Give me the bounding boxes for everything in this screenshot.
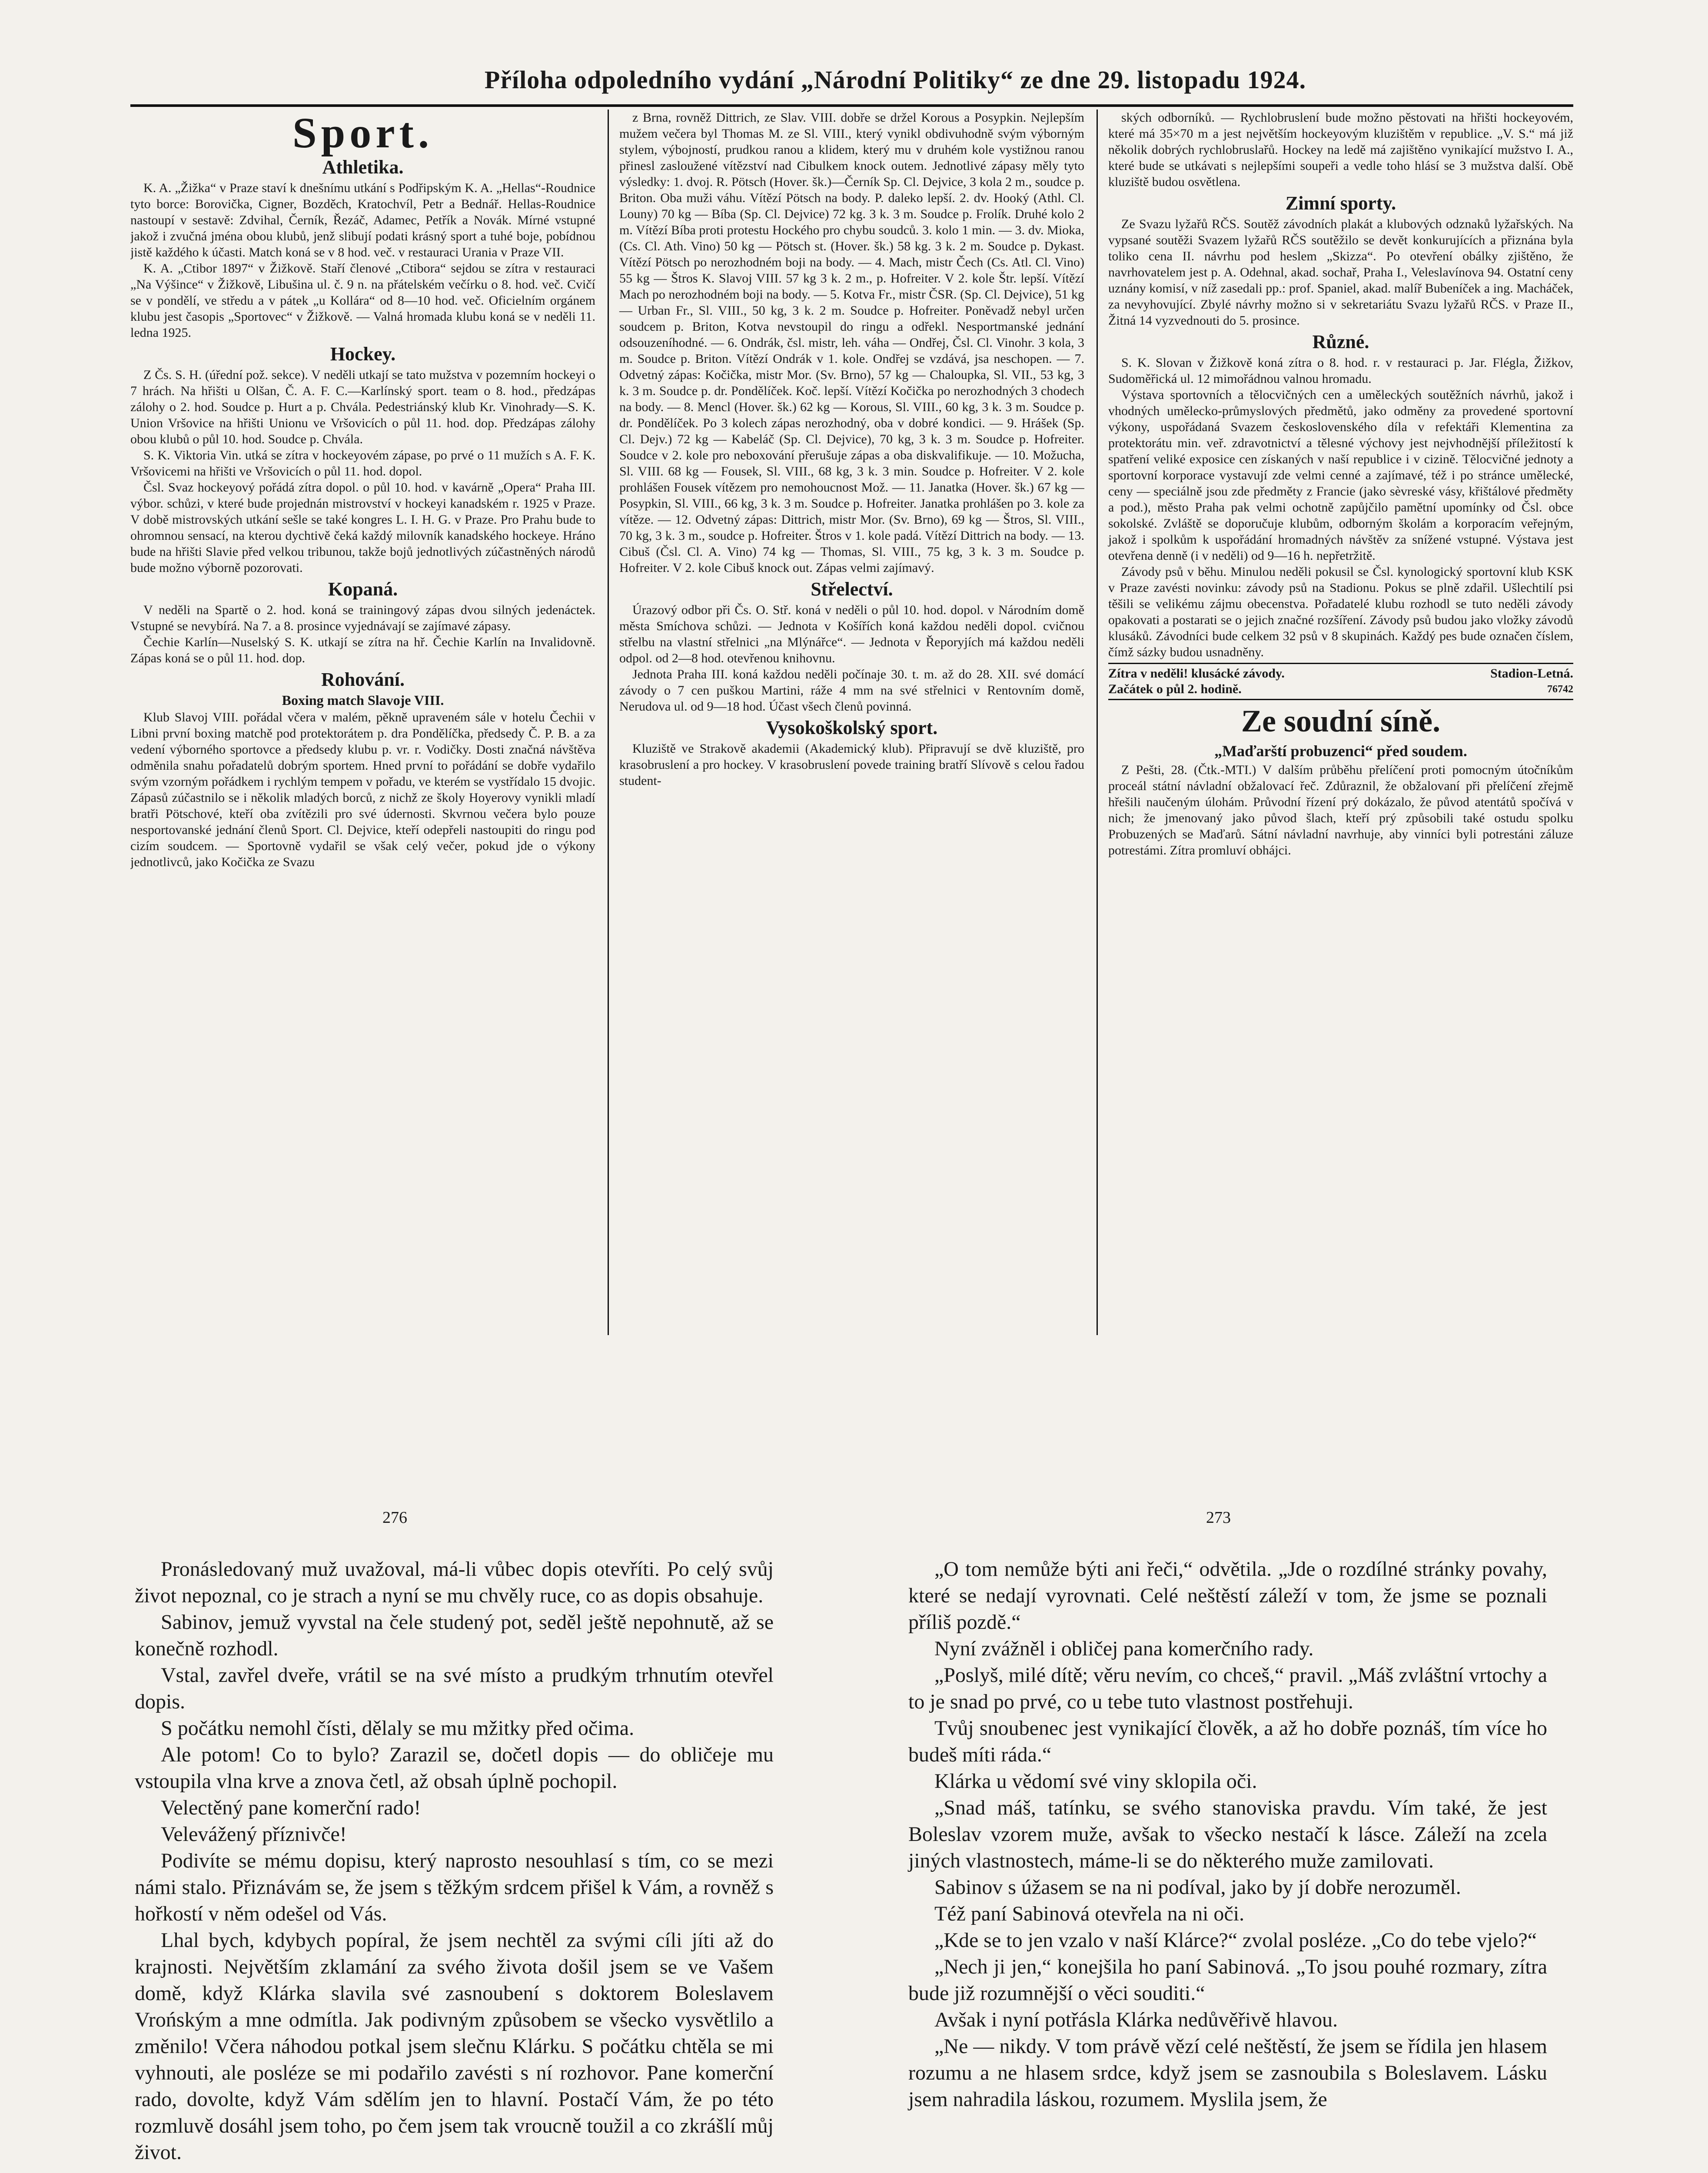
story-paragraph: „Poslyš, milé dítě; věru nevím, co chceš,“ pravil. „Máš zvláštní vrtochy a to je snad po prvé, co u tebe tuto vlastnost postřehuji. xyxy=(908,1664,1547,1713)
newspaper-section xyxy=(130,110,1573,1335)
ad-text: Zítra v neděli! klusácké závody. xyxy=(1108,666,1285,681)
story-paragraph: S počátku nemohl čísti, dělaly se mu mžitky před očima. xyxy=(161,1717,635,1740)
article-paragraph: Čsl. Svaz hockeyový pořádá zítra dopol. o půl 10. hod. v kavárně „Opera“ Praha III. výbor. schůzi, v které bude projednán mistrovství v hockeyi kanadském r. 1925 v Praze. V době mistrovských utkání sešle se také kongres L. I. H. G. v Praze. Pro Prahu bude to ohromnou sensací, na kterou dychtivě čeká každý milovník kanadského hockeye. Hráno bude na hřišti Slavie před velkou tribunou, takže bojů jednotlivých zúčastněných národů bude možno výborně pozorovati. xyxy=(130,480,595,575)
article-paragraph: S. K. Slovan v Žižkově koná zítra o 8. hod. r. v restauraci p. Jar. Flégla, Žižkov, Sudoměřická ul. 12 mimořádnou valnou hromadu. xyxy=(1108,356,1573,386)
article-paragraph: S. K. Viktoria Vin. utká se zítra v hockeyovém zápase, po prvé o 11 mužích s A. F. K. Vršovicemi na hřišti ve Vršovicích o půl 11. hod. dopol. xyxy=(130,448,595,478)
page-number-left: 276 xyxy=(382,1508,407,1527)
article-paragraph: z Brna, rovněž Dittrich, ze Slav. VIII. dobře se držel Korous a Posypkin. Nejlepším mužem večera byl Thomas M. ze Sl. VIII., který vynikl obdivuhodně svým výborným stylem, výbojností, prudkou ranou a klidem, který mu v druhém kole vystižnou ranou přinesl zasloužené vítězství nad Cibulkem knock outem. Jednotlivé zápasy měly tyto výsledky: 1. dvoj. R. Pötsch (Hover. šk.)—Černík Sp. Cl. Dejvice, 3 kola 2 m., soudce p. Briton. Oba muži váhu. Vítězí Pötsch na body. P. daleko lepší. 2. dv. Hooký (Athl. Cl. Louny) 70 kg — Bíba (Sp. Cl. Dejvice) 72 kg. 3 k. 3 m. Soudce p. Frolík. Druhé kolo 2 m. Vítězí Bíba proti protestu Hockého pro chybu soudců. 3. kolo 1 min. — 3. dv. Mioka, (Cs. Cl. Ath. Vino) 50 kg — Pötsch st. (Hover. šk.) 58 kg. 3 k. 2 m. Soudce p. Dykast. Vítězí Pötsch po nerozhodném boji na body. — 4. Mach, mistr Čech (Cs. Atl. Cl. Vino) 55 kg — Štros K. Slavoj VIII. 57 kg 3 k. 2 m., p. Hofreiter. V 2. kole Štr. lepší. Vítězí Mach po nerozhodném boji na body. — 5. Kotva Fr., mistr ČSR. (Sp. Cl. Dejvice), 51 kg — Urban Fr., Sl. VIII., 50 kg, 3 k. 2 m. Soudce p. Hofreiter. Poněvadž nebyl určen soudcem p. Briton, Kotva nevstoupil do ringu a odřekl. Nesportmanské jednání odsouzeníhodné. — 6. Ondrák, čsl. mistr, leh. váha — Ondřej, Čsl. Cl. Vinohr. 3 kola, 3 m. Soudce p. Briton. Vítězí Ondrák v 1. kole. Ondřej se vzdává, jsa neschopen. — 7. Odvetný zápas: Kočička, mistr Mor. (Sv. Brno), 57 kg — Chaloupka, Sl. VII., 53 kg, 3 k. 3 m. Soudce p. dr. Pondělíček. Koč. lepší. Vítězí Kočička po nerozhodných 3 chodech na body. — 8. Mencl (Hover. šk.) 62 kg — Korous, Sl. VIII., 60 kg, 3 k. 3 m. Soudce p. dr. Pondělíček. Po 3 kolech zápas nerozhodný, oba v dobré kondici. — 9. Hrášek (Sp. Cl. Dejv.) 72 kg — Kabeláč (Sp. Cl. Dejvice), 70 kg, 3 k. 3 m. Soudce p. Hofreiter. Soudce v 2. kole pro neboxování přerušuje zápas a oba diskvalifikuje. — 10. Možucha, Sl. VIII. 68 kg — Fousek, Sl. VIII., 68 kg, 3 k. 3 min. Soudce p. Hofreiter. V 2. kole prohlášen Fousek vítězem pro nemohoucnost Mož. — 11. Janatka (Hover. šk.) 67 kg — Posypkin, Sl. VIII., 66 kg, 3 k. 3 m. Soudce p. Hofreiter. Janatka prohlášen po 3. kole za vítěze. — 12. Odvetný zápas: Dittrich, mistr Mor. (Sv. Brno), 69 kg — Štros, Sl. VIII., 70 kg, 3 k. 3 m., soudce p. Hofreiter. Štros v 1. kole padá. Vítězí Dittrich na body. — 13. Cibuš (Čsl. Cl. A. Vino) 74 kg — Thomas, Sl. VIII., 75 kg, 3 k. 3 m. Soudce p. Hofreiter. V 2. kole Cibuš knock out. Zápas velmi zajímavý. xyxy=(619,110,1084,575)
subheading: Boxing match Slavoje VIII. xyxy=(282,692,444,708)
ad-code: 76742 xyxy=(1547,684,1573,695)
story-paragraph: „O tom nemůže býti ani řeči,“ odvětila. „Jde o rozdílné stránky povahy, které se nedají vyrovnati. Celé neštěstí záleží v tom, že jsme se poznali příliš pozdě.“ xyxy=(908,1558,1547,1634)
story-paragraph: „Kde se to jen vzalo v naší Klárce?“ zvolal posléze. „Co do tebe vjelo?“ xyxy=(934,1929,1537,1952)
article-paragraph: Jednota Praha III. koná každou neděli počínaje 30. t. m. až do 28. XII. své domácí závody o 7 cen puškou Martini, ráže 4 mm na své střelnici v Rentovním domě, Nerudova ul. od 9—18 hod. Účast všech členů povinná. xyxy=(619,667,1084,714)
page-header: Příloha odpoledního vydání „Národní Politiky“ ze dne 29. listopadu 1924. xyxy=(484,66,1306,94)
page-number-right: 273 xyxy=(1206,1508,1231,1527)
ad-venue: Stadion-Letná. xyxy=(1490,666,1573,681)
story-paragraph: Tvůj snoubenec jest vynikající člověk, a až ho dobře poznáš, tím více ho budeš míti ráda.“ xyxy=(908,1717,1547,1766)
story-paragraph: Pronásledovaný muž uvažoval, má-li vůbec dopis otevříti. Po celý svůj život nepoznal, co je strach a nyní se mu chvěly ruce, co as dopis obsahuje. xyxy=(135,1558,774,1607)
article-paragraph: Kluziště ve Strakově akademii (Akademický klub). Připravují se dvě kluziště, pro krasobruslení a pro hockey. V krasobruslení povede training bratří Slívově s celou řadou student- xyxy=(619,741,1084,788)
story-paragraph: Vstal, zavřel dveře, vrátil se na své místo a prudkým trhnutím otevřel dopis. xyxy=(135,1664,774,1713)
article-paragraph: Z Pešti, 28. (Čtk.-MTI.) V dalším průběhu přelíčení proti pomocným útočníkům proceál státní návladní obžalovací řeč. Zdůraznil, že obžalovaní při přelíčení zřejmě hřešili naučeným úlohám. Průvodní řízení prý dokázalo, že původ atentátů spočívá v nich; že jmenovaný jako původ šlach, kteří prý způsobili také ostudu spolku Probuzených se Maďarů. Sátní návladní navrhuje, aby vinníci byli potrestáni záluze potrestámi. Zítra promluví obhájci. xyxy=(1108,763,1573,857)
ad-time: Začátek o půl 2. hodině. xyxy=(1108,682,1242,696)
section-heading: Sport. xyxy=(292,110,433,157)
story-paragraph: Avšak i nyní potřásla Klárka nedůvěřivě hlavou. xyxy=(934,2008,1338,2031)
article-paragraph: Ze Svazu lyžařů RČS. Soutěž závodních plakát a klubových odznaků lyžařských. Na vypsané soutěži Svazem lyžařů RČS soutěžilo se devět konkurujících a přiznána byla toliko cena II. návrhu pod heslem „Skizza“. Po otevření obálky zjištěno, že navrhovatelem jest p. A. Odehnal, akad. sochař, Praha I., Veleslavínova 94. Ostatní ceny uznány komisí, v níž zasedali pp.: prof. Spaniel, akad. malíř Bubeníček a ing. Macháček, za nevyhovující. Zbylé návrhy možno si v sekretariátu Svazu lyžařů RČS. v Praze II., Žitná 14 vyzvednouti do 5. prosince. xyxy=(1108,217,1573,328)
article-paragraph: K. A. „Žižka“ v Praze staví k dnešnímu utkání s Podřipským K. A. „Hellas“-Roudnice tyto borce: Borovička, Cigner, Bozděch, Kratochvíl, Petr a Bednář. Hellas-Roudnice nastoupí v sestavě: Zdvihal, Černík, Řezáč, Adamec, Petřík a Novák. Mírné vstupné jakož i zvučná jména obou klubů, jenž slibují podati krásný sport a tuhé boje, pobídnou jistě každého k účasti. Match koná se v 8 hod. več. v restauraci Urania v Praze VII. xyxy=(130,181,595,259)
section-heading: Kopaná. xyxy=(328,578,398,600)
story-column-right xyxy=(908,1556,1547,2113)
story-paragraph: Sabinov, jemuž vyvstal na čele studený pot, seděl ještě nepohnutě, až se konečně rozhodl. xyxy=(135,1611,774,1660)
article-paragraph: Z Čs. S. H. (úřední pož. sekce). V neděli utkají se tato mužstva v pozemním hockeyi o 7 hrách. Na hřišti u Olšan, Č. A. F. C.—Karlínský sport. team o 8. hod., předzápas zálohy o 2. hod. Soudce p. Hurt a p. Chvála. Pedestriánský klub Kr. Vinohrady—S. K. Union Vršovice na hřišti Unionu ve Vršovicích o půl 11. hod. dop. Předzápas zálohy obou klubů o půl 10. hod. Soudce p. Chvála. xyxy=(130,368,595,446)
section-heading: Athletika. xyxy=(322,156,404,178)
column-3 xyxy=(1097,110,1573,1335)
article-paragraph: V neděli na Spartě o 2. hod. koná se trainingový zápas dvou silných jedenáctek. Vstupné se nevybírá. Na 7. a 8. prosince vyjednávají se zajímavé zápasy. xyxy=(130,603,595,633)
article-paragraph: Závody psů v běhu. Minulou neděli pokusil se Čsl. kynologický sportovní klub KSK v Praze zavésti novinku: závody psů na Stadionu. Pokus se plně zdařil. Ušlechtilí psi těšili se velikému zájmu obecenstva. Pořadatelé klubu rozhodl se tuto neděli závody opakovati a postarati se o jejich značné rozšíření. Závody psů budou jako vložky závodů klusáků. Závodníci bude celkem 32 psů v 8 skupinách. Každý pes bude označen číslem, čímž sázky budou usnadněny. xyxy=(1108,565,1573,659)
story-paragraph: Velectěný pane komerční rado! xyxy=(161,1796,421,1819)
header-rule xyxy=(130,104,1573,107)
article-paragraph: Čechie Karlín—Nuselský S. K. utkají se zítra na hř. Čechie Karlín na Invalidovně. Zápas koná se o půl 11. hod. dop. xyxy=(130,635,595,665)
story-paragraph: Též paní Sabinová otevřela na ni oči. xyxy=(934,1902,1245,1925)
story-paragraph: „Nech ji jen,“ konejšila ho paní Sabinová. „To jsou pouhé rozmary, zítra bude již rozumnější o věci souditi.“ xyxy=(908,1955,1547,2005)
story-paragraph: Ale potom! Co to bylo? Zarazil se, dočetl dopis — do obličeje mu vstoupila vlna krve a znova četl, až obsah úplně pochopil. xyxy=(135,1743,774,1793)
article-paragraph: K. A. „Ctibor 1897“ v Žižkově. Staří členové „Ctibora“ sejdou se zítra v restauraci „Na Výšince“ v Žižkově, Libušina ul. č. 9 n. na přátelském večírku o 8. hod. več. Cvičí se v pondělí, ve středu a v pátek „u Kollára“ od 8—10 hod. več. Oficielním orgánem klubu jest časopis „Sportovec“ v Žižkově. — Valná hromada klubu koná se v neděli 11. ledna 1925. xyxy=(130,261,595,340)
story-paragraph: Velevážený příznivče! xyxy=(161,1823,347,1846)
story-paragraph: Nyní zvážněl i obličej pana komerčního rady. xyxy=(934,1637,1314,1660)
section-heading: Zimní sporty. xyxy=(1285,193,1396,214)
story-column-left xyxy=(135,1556,774,2166)
section-heading: Rohování. xyxy=(321,669,405,690)
story-paragraph: Sabinov s úžasem se na ni podíval, jako by jí dobře nerozuměl. xyxy=(934,1876,1461,1899)
section-heading: Střelectví. xyxy=(811,578,893,600)
story-paragraph: „Snad máš, tatínku, se svého stanoviska pravdu. Vím také, že jest Boleslav vzorem muže, avšak to všecko nestačí k lásce. Záleží na zcela jiných vlastnostech, máme-li se do některého muže zamilovati. xyxy=(908,1796,1547,1872)
story-paragraph: Lhal bych, kdybych popíral, že jsem nechtěl za svými cíli jíti až do krajnosti. Největším zklamání za svého života došil jsem se ve Vašem domě, když Klárka slavila své zasnoubení s doktorem Boleslavem Vrońským a mne odmítla. Jak podivným způsobem se všecko vysvětlilo a změnilo! Včera náhodou potkal jsem slečnu Klárku. S počátku chtěla se mi vyhnouti, ale posléze se mi podařilo zavésti s ní rozhovor. Pane komerční rado, dovolte, když Vám sdělím jen to hlavní. Postačí Vám, že po této rozmluvě dosáhl jsem toho, po čem jsem tak vroucně toužil a co zkrášlí můj život. xyxy=(135,1929,774,2164)
section-heading: Různé. xyxy=(1312,331,1369,352)
column-2 xyxy=(608,110,1084,1335)
section-heading: Vysokoškolský sport. xyxy=(766,717,938,738)
advertisement-box xyxy=(1108,663,1573,700)
column-1 xyxy=(130,110,595,1335)
article-paragraph: Výstava sportovních a tělocvičných cen a uměleckých soutěžních návrhů, jakož i vhodných umělecko-průmyslových předmětů, jako odměny za provedené sportovní výkony, uspořádaná Svazem československého díla v refektáři Klementina za protektorátu min. veř. zdravotnictví a tělesné výchovy jest nejvhodnější příležitostí k spatření veliké exposice cen získaných v naší republice i v cizině. Tělocvičné jednoty a sportovní korporace vystavují zde velmi cenné a zajímavé, též i po stránce umělecké, ceny — speciálně jsou zde předměty z Francie (jako sèvreské vásy, křištálové předměty a pod.), město Praha pak velmi ochotně zapůjčilo pamětní upomínky od Čsl. obce sokolské. Zvláště se doporučuje klubům, odborným školám a korporacím veřejným, jakož i spolkům k uspořádání hromadných návštěv za snížené vstupné. Výstava jest otevřena denně (i v neděli) od 9—16 h. nepřetržitě. xyxy=(1108,388,1573,563)
section-heading: „Maďarští probuzenci“ před soudem. xyxy=(1214,742,1467,760)
story-paragraph: Klárka u vědomí své viny sklopila oči. xyxy=(934,1770,1257,1793)
article-paragraph: Úrazový odbor při Čs. O. Stř. koná v neděli o půl 10. hod. dopol. v Národním domě města Smíchova schůzi. — Jednota v Košířích koná každou neděli dopol. cvičnou střelbu na vlastní střelnici „na Mlýnářce“. — Jednota v Řeporyjích má každou neděli odpol. od 2—8 hod. otevřenou knihovnu. xyxy=(619,603,1084,665)
section-heading: Hockey. xyxy=(330,343,396,365)
article-paragraph: ských odborníků. — Rychlobruslení bude možno pěstovati na hřišti hockeyovém, které má 35×70 m a jest největším hockeyovým kluzištěm v republice. „V. S.“ má již několik dobrých rychlobruslařů. Hockey na ledě má zajištěno vynikající mužstvo I. A., které bude se utkávati s nejlepšími soupeři a vedle toho hlásí se 3 mužstva další. Obě kluziště budou osvětlena. xyxy=(1108,110,1573,189)
article-paragraph: Klub Slavoj VIII. pořádal včera v malém, pěkně upraveném sále v hotelu Čechii v Libni první boxing matchě pod protektorátem p. dra Pondělíčka, předsedy Č. P. B. a za vedení výborného sportovce a předsedy klubu p. vr. r. Vodičky. Dosti značná návštěva odměnila snahu pořadatelů dobrým sportem. Hned první to pořádání se dobře vydařilo svým vzorným pořádkem i rychlým tempem v pořadu, ve kterém se vystřídalo 15 dvojic. Zápasů zúčastnilo se i několik mladých borců, z nichž ze školy Hoyerovy vynikli mladí bratři Pötschové, kteří oba zvítězili pro své údernosti. Skvrnou večera bylo pouze nesportovanské jednání členů Sport. Cl. Dejvice, kteří odepřeli nastoupiti do ringu pod cizím soudcem. — Sportovně vydařil se však celý večer, pokud jde o výkony jednotlivců, jako Kočička ze Svazu xyxy=(130,710,595,869)
story-paragraph: Podivíte se mému dopisu, který naprosto nesouhlasí s tím, co se mezi námi stalo. Přiznávám se, že jsem s těžkým srdcem přišel k Vám, a rovněž s hořkostí v něm odešel od Vás. xyxy=(135,1849,774,1925)
section-heading: Ze soudní síně. xyxy=(1241,704,1441,738)
story-paragraph: „Ne — nikdy. V tom právě vězí celé neštěstí, že jsem se řídila jen hlasem rozumu a ne hlasem srdce, když jsem se zasnoubila s Boleslavem. Lásku jsem nahradila láskou, rozumem. Myslila jsem, že xyxy=(908,2035,1547,2111)
